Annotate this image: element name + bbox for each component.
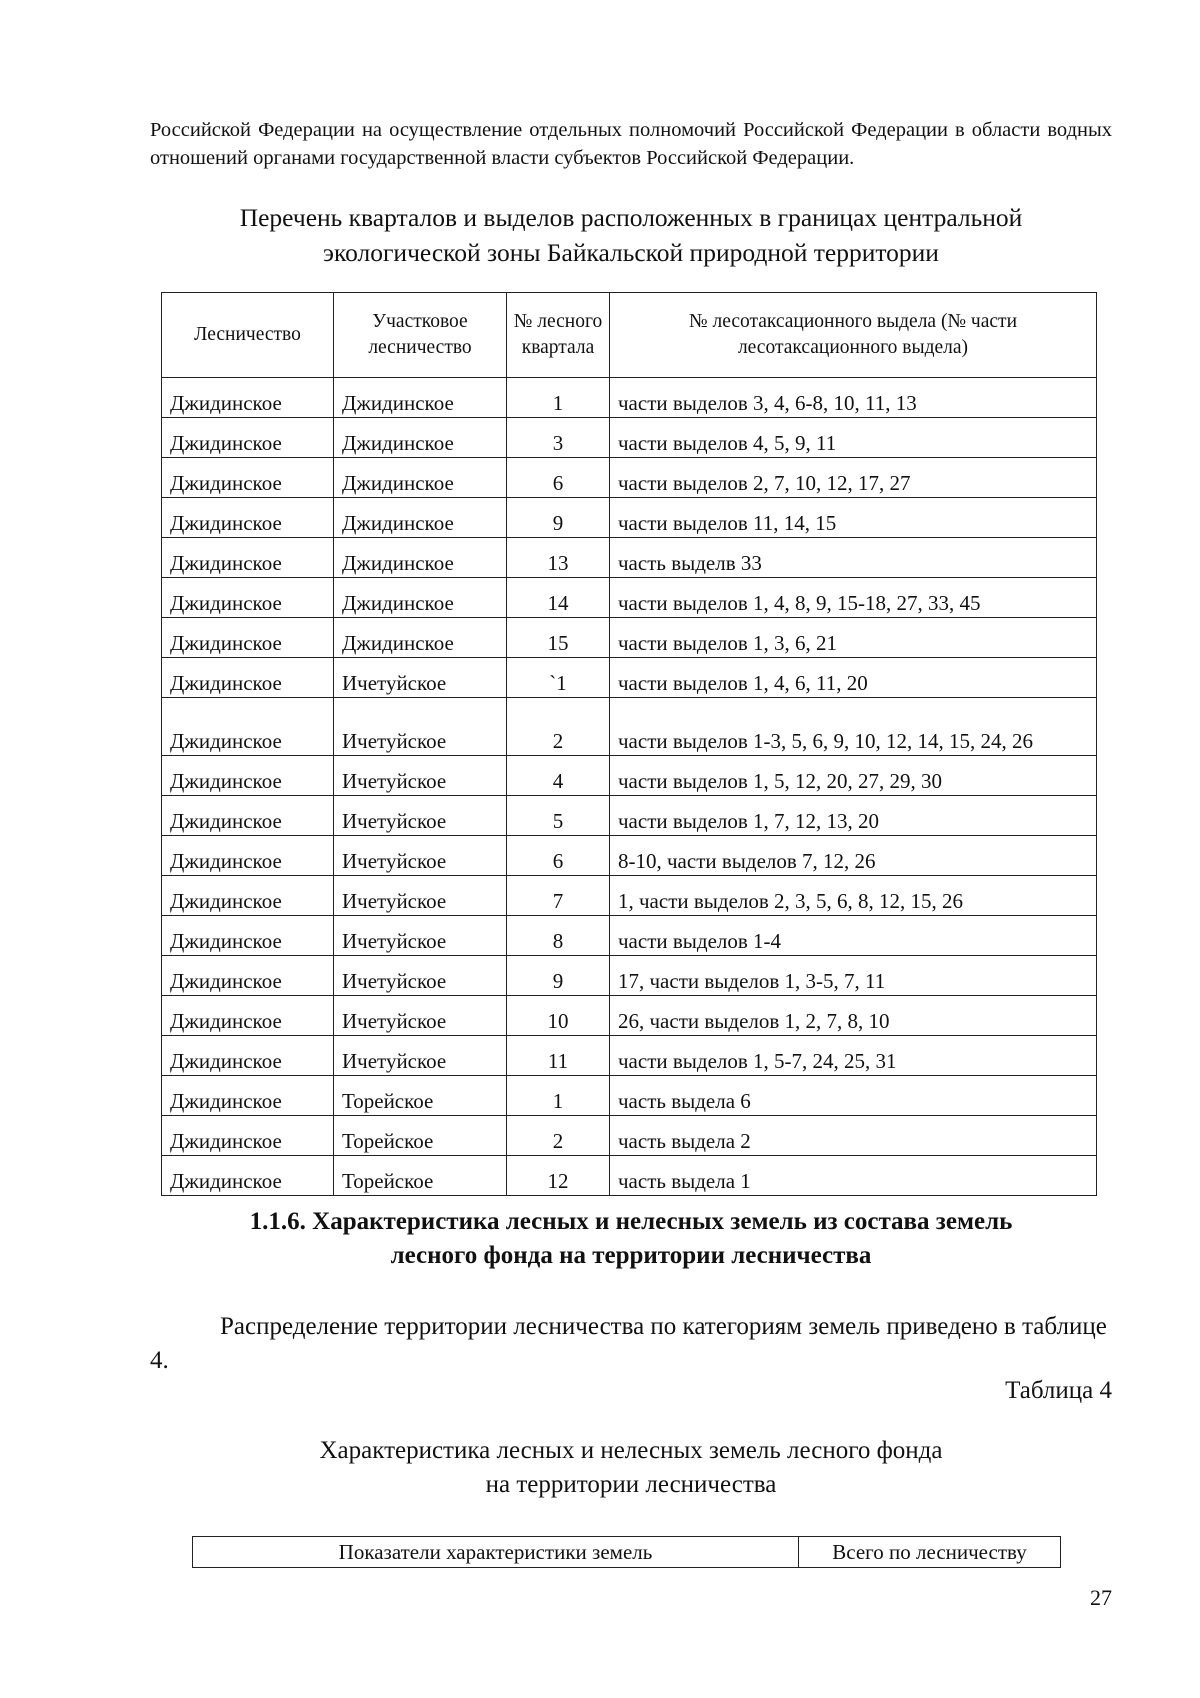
table4-title-line2: на территории лесничества [485,1471,777,1498]
cell-district: Джидинское [334,618,507,658]
table-row [162,956,1097,996]
cell-forestry: Джидинское [162,378,334,418]
table-row [162,836,1097,876]
section-heading [150,1205,1112,1273]
cell-quarter: 6 [507,458,610,498]
cell-allotment: 8-10, части выделов 7, 12, 26 [610,836,1097,876]
cell-forestry: Джидинское [162,698,334,756]
cell-quarter: 4 [507,756,610,796]
table-row [162,996,1097,1036]
cell-district: Ичетуйское [334,658,507,698]
cell-district: Джидинское [334,578,507,618]
table4-title [150,1434,1112,1502]
cell-forestry: Джидинское [162,538,334,578]
header-forestry: Лесничество [162,293,334,378]
cell-forestry: Джидинское [162,458,334,498]
table-header-row [162,293,1097,378]
cell-allotment: части выделов 1, 4, 8, 9, 15-18, 27, 33, 45 [610,578,1097,618]
cell-quarter: 11 [507,1036,610,1076]
cell-quarter: 1 [507,1076,610,1116]
cell-allotment: части выделов 1-3, 5, 6, 9, 10, 12, 14, 15, 24, 26 [610,698,1097,756]
cell-forestry: Джидинское [162,1076,334,1116]
cell-allotment: части выделов 1, 7, 12, 13, 20 [610,796,1097,836]
cell-allotment: часть выдела 6 [610,1076,1097,1116]
cell-district: Джидинское [334,458,507,498]
cell-district: Джидинское [334,378,507,418]
cell-quarter: 13 [507,538,610,578]
list-title-line1: Перечень кварталов и выделов расположенных в границах центральной [239,203,1023,232]
cell-district: Торейское [334,1156,507,1196]
cell-forestry: Джидинское [162,498,334,538]
cell-allotment: части выделов 1, 5, 12, 20, 27, 29, 30 [610,756,1097,796]
table-row [162,916,1097,956]
cell-forestry: Джидинское [162,756,334,796]
cell-district: Ичетуйское [334,836,507,876]
cell-quarter: 9 [507,956,610,996]
lands-header-row [193,1537,1061,1568]
cell-allotment: части выделов 1, 4, 6, 11, 20 [610,658,1097,698]
cell-district: Джидинское [334,498,507,538]
table-row [162,498,1097,538]
cell-forestry: Джидинское [162,836,334,876]
cell-forestry: Джидинское [162,418,334,458]
cell-allotment: части выделов 1, 3, 6, 21 [610,618,1097,658]
cell-quarter: 15 [507,618,610,658]
cell-quarter: `1 [507,658,610,698]
cell-quarter: 7 [507,876,610,916]
table-row [162,658,1097,698]
cell-district: Ичетуйское [334,698,507,756]
table4-title-line1: Характеристика лесных и нелесных земель лесного фонда [319,1437,943,1464]
header-total: Всего по лесничеству [799,1537,1061,1568]
list-title-line2: экологической зоны Байкальской природной территории [323,238,939,267]
cell-quarter: 2 [507,698,610,756]
table-row [162,618,1097,658]
table-label: Таблица 4 [1005,1377,1112,1404]
cell-district: Ичетуйское [334,876,507,916]
table-row [162,1156,1097,1196]
table-row [162,1116,1097,1156]
cell-district: Ичетуйское [334,996,507,1036]
cell-quarter: 10 [507,996,610,1036]
header-quarter: № лесного квартала [507,293,610,378]
section-heading-line1: 1.1.6. Характеристика лесных и нелесных земель из состава земель [249,1208,1013,1235]
cell-forestry: Джидинское [162,1116,334,1156]
cell-quarter: 14 [507,578,610,618]
cell-allotment: части выделов 2, 7, 10, 12, 17, 27 [610,458,1097,498]
table-row [162,796,1097,836]
table-row [162,1036,1097,1076]
intro-paragraph: Российской Федерации на осуществление отдельных полномочий Российской Федерации в области водных отношений органами государственной власти субъектов Российской Федерации. [150,119,1112,169]
table-row [162,876,1097,916]
cell-allotment: часть выдела 1 [610,1156,1097,1196]
cell-forestry: Джидинское [162,916,334,956]
cell-allotment: части выделов 1, 5-7, 24, 25, 31 [610,1036,1097,1076]
cell-district: Ичетуйское [334,956,507,996]
cell-quarter: 5 [507,796,610,836]
cell-allotment: части выделов 3, 4, 6-8, 10, 11, 13 [610,378,1097,418]
body-paragraph: Распределение территории лесничества по категориям земель приведено в таблице 4. [150,1313,1107,1374]
cell-forestry: Джидинское [162,1036,334,1076]
cell-allotment: часть выдела 2 [610,1116,1097,1156]
cell-allotment: 1, части выделов 2, 3, 5, 6, 8, 12, 15, 26 [610,876,1097,916]
cell-allotment: части выделов 1-4 [610,916,1097,956]
lands-table [192,1536,1061,1568]
cell-district: Ичетуйское [334,756,507,796]
table-row [162,578,1097,618]
cell-district: Ичетуйское [334,1036,507,1076]
cell-quarter: 12 [507,1156,610,1196]
section-heading-line2: лесного фонда на территории лесничества [390,1242,872,1269]
cell-district: Торейское [334,1116,507,1156]
table-row [162,698,1097,756]
cell-district: Ичетуйское [334,796,507,836]
cell-allotment: часть выделв 33 [610,538,1097,578]
table-row [162,458,1097,498]
quarters-table-body [162,378,1097,1196]
cell-quarter: 1 [507,378,610,418]
cell-district: Торейское [334,1076,507,1116]
cell-district: Джидинское [334,538,507,578]
cell-forestry: Джидинское [162,578,334,618]
cell-quarter: 9 [507,498,610,538]
list-title [150,200,1112,270]
cell-allotment: части выделов 4, 5, 9, 11 [610,418,1097,458]
table-row [162,756,1097,796]
table-row [162,1076,1097,1116]
cell-allotment: 17, части выделов 1, 3-5, 7, 11 [610,956,1097,996]
cell-district: Ичетуйское [334,916,507,956]
table-row [162,418,1097,458]
cell-allotment: 26, части выделов 1, 2, 7, 8, 10 [610,996,1097,1036]
page-number: 27 [1090,1585,1112,1610]
cell-allotment: части выделов 11, 14, 15 [610,498,1097,538]
cell-quarter: 8 [507,916,610,956]
cell-forestry: Джидинское [162,658,334,698]
table-row [162,378,1097,418]
cell-forestry: Джидинское [162,996,334,1036]
table-row [162,538,1097,578]
cell-quarter: 6 [507,836,610,876]
cell-district: Джидинское [334,418,507,458]
header-indicators: Показатели характеристики земель [193,1537,799,1568]
header-district: Участковое лесничество [334,293,507,378]
cell-quarter: 2 [507,1116,610,1156]
cell-forestry: Джидинское [162,876,334,916]
quarters-table [161,292,1097,1196]
cell-forestry: Джидинское [162,796,334,836]
cell-quarter: 3 [507,418,610,458]
cell-forestry: Джидинское [162,1156,334,1196]
cell-forestry: Джидинское [162,956,334,996]
header-allotment: № лесотаксационного выдела (№ части лесотаксационного выдела) [610,293,1097,378]
cell-forestry: Джидинское [162,618,334,658]
